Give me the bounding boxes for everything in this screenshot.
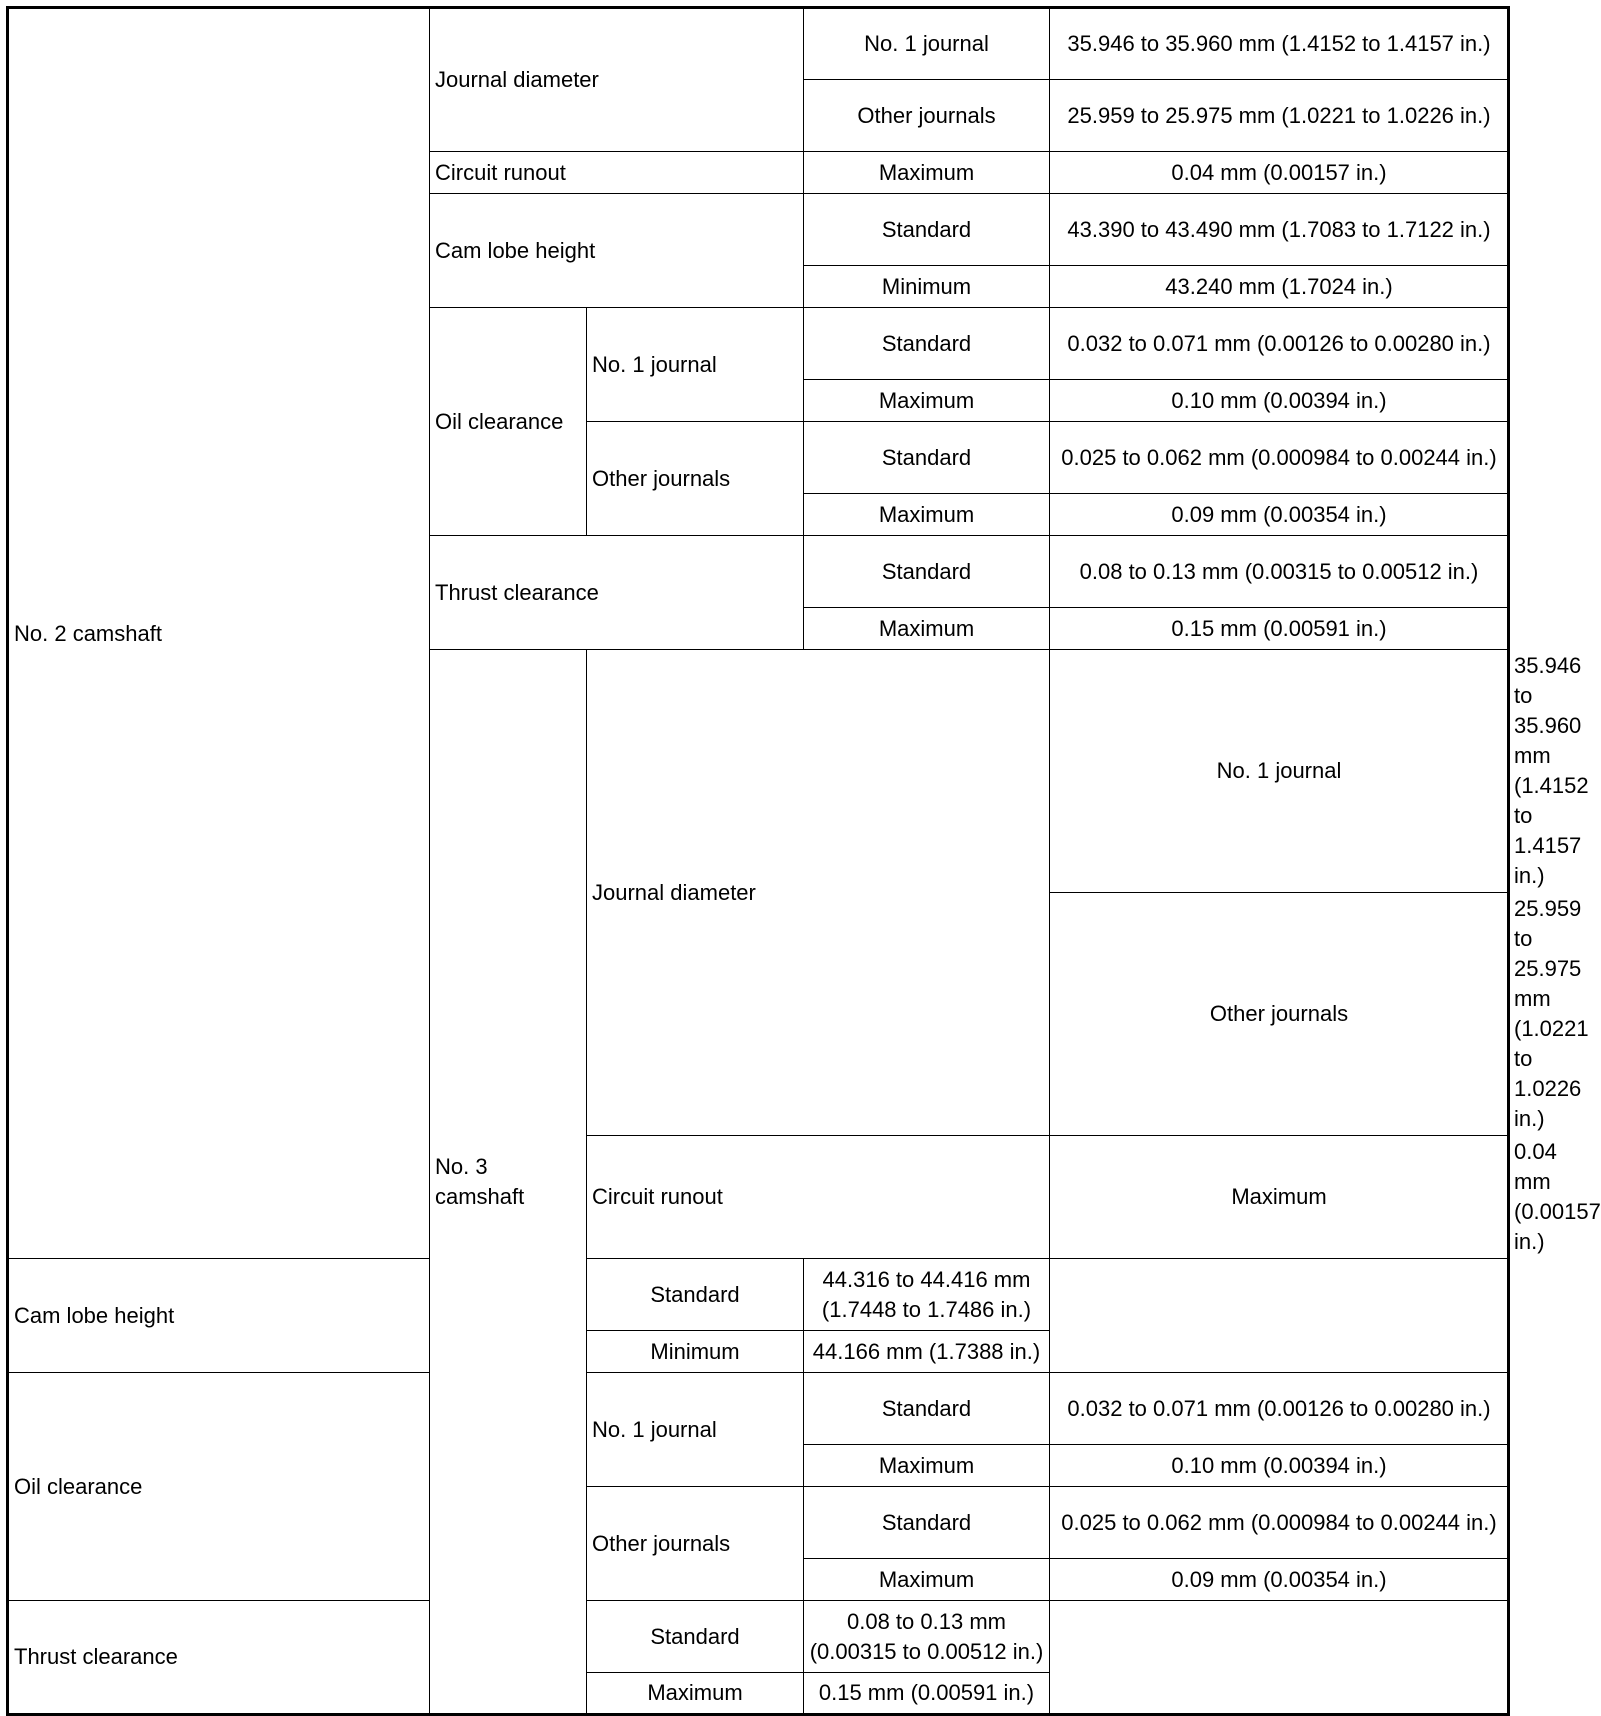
spec-value: 43.240 mm (1.7024 in.): [1050, 266, 1509, 308]
condition-label: Minimum: [587, 1331, 804, 1373]
journal-label: No. 1 journal: [587, 308, 804, 422]
condition-label: Standard: [587, 1601, 804, 1673]
journal-label: Other journals: [587, 422, 804, 536]
spec-value: 0.15 mm (0.00591 in.): [804, 1673, 1050, 1715]
journal-label: Other journals: [587, 1487, 804, 1601]
condition-label: Other journals: [804, 80, 1050, 152]
camshaft-name: No. 3 camshaft: [430, 650, 587, 1715]
table-row: [8, 1373, 1509, 1445]
condition-label: Maximum: [804, 608, 1050, 650]
condition-label: Maximum: [804, 1559, 1050, 1601]
table-row: [8, 1259, 1509, 1331]
condition-label: Maximum: [804, 380, 1050, 422]
spec-value: 0.10 mm (0.00394 in.): [1050, 380, 1509, 422]
spec-value: 0.025 to 0.062 mm (0.000984 to 0.00244 in.): [1050, 1487, 1509, 1559]
condition-label: Standard: [804, 422, 1050, 494]
condition-label: Minimum: [804, 266, 1050, 308]
condition-label: Maximum: [804, 1445, 1050, 1487]
circuit-runout-label: Circuit runout: [587, 1136, 1050, 1259]
spec-value: 0.032 to 0.071 mm (0.00126 to 0.00280 in.): [1050, 1373, 1509, 1445]
condition-label: Maximum: [804, 494, 1050, 536]
condition-label: Standard: [804, 194, 1050, 266]
journal-label: No. 1 journal: [587, 1373, 804, 1487]
oil-clearance-label: Oil clearance: [430, 308, 587, 536]
condition-label: Maximum: [587, 1673, 804, 1715]
spec-value: 0.15 mm (0.00591 in.): [1050, 608, 1509, 650]
journal-diameter-label: Journal diameter: [587, 650, 1050, 1136]
camshaft-spec-table: [6, 6, 1601, 1716]
thrust-clearance-label: Thrust clearance: [8, 1601, 587, 1715]
thrust-clearance-label: Thrust clearance: [430, 536, 804, 650]
cam-lobe-height-label: Cam lobe height: [430, 194, 804, 308]
spec-value: 0.08 to 0.13 mm (0.00315 to 0.00512 in.): [1050, 536, 1509, 608]
circuit-runout-label: Circuit runout: [430, 152, 804, 194]
table-row: Circuit runout Maximum 0.04 mm (0.00157 in.): [8, 1136, 1509, 1259]
condition-label: Maximum: [804, 152, 1050, 194]
condition-label: No. 1 journal: [804, 8, 1050, 80]
spec-value: 0.04 mm (0.00157 in.): [1050, 152, 1509, 194]
spec-value: 44.166 mm (1.7388 in.): [804, 1331, 1050, 1373]
table-row: No. 3 camshaft Journal diameter No. 1 journal 35.946 to 35.960 mm (1.4152 to 1.4157 in.): [8, 650, 1509, 893]
condition-label: Standard: [804, 536, 1050, 608]
spec-value: 43.390 to 43.490 mm (1.7083 to 1.7122 in.): [1050, 194, 1509, 266]
spec-value: 0.08 to 0.13 mm (0.00315 to 0.00512 in.): [804, 1601, 1050, 1673]
table-row: Other journals 25.959 to 25.975 mm (1.0221 to 1.0226 in.): [8, 893, 1509, 1136]
condition-label: Standard: [804, 1487, 1050, 1559]
condition-label: No. 1 journal: [1050, 650, 1509, 893]
spec-value: 44.316 to 44.416 mm (1.7448 to 1.7486 in.): [804, 1259, 1050, 1331]
camshaft-name: No. 2 camshaft: [8, 8, 430, 1259]
spec-value: 0.10 mm (0.00394 in.): [1050, 1445, 1509, 1487]
spec-value: 0.09 mm (0.00354 in.): [1050, 494, 1509, 536]
spec-value: 35.946 to 35.960 mm (1.4152 to 1.4157 in.): [1050, 8, 1509, 80]
cam-lobe-height-label: Cam lobe height: [8, 1259, 587, 1373]
condition-label: Maximum: [1050, 1136, 1509, 1259]
oil-clearance-label: Oil clearance: [8, 1373, 430, 1601]
spec-value: 25.959 to 25.975 mm (1.0221 to 1.0226 in.): [1050, 80, 1509, 152]
condition-label: Standard: [804, 1373, 1050, 1445]
table-row: [8, 8, 1509, 80]
condition-label: Other journals: [1050, 893, 1509, 1136]
journal-diameter-label: Journal diameter: [430, 8, 804, 152]
spec-value: 0.032 to 0.071 mm (0.00126 to 0.00280 in.): [1050, 308, 1509, 380]
spec-value: 0.025 to 0.062 mm (0.000984 to 0.00244 in.): [1050, 422, 1509, 494]
table-row: [8, 1601, 1509, 1673]
condition-label: Standard: [804, 308, 1050, 380]
spec-value: 0.09 mm (0.00354 in.): [1050, 1559, 1509, 1601]
condition-label: Standard: [587, 1259, 804, 1331]
